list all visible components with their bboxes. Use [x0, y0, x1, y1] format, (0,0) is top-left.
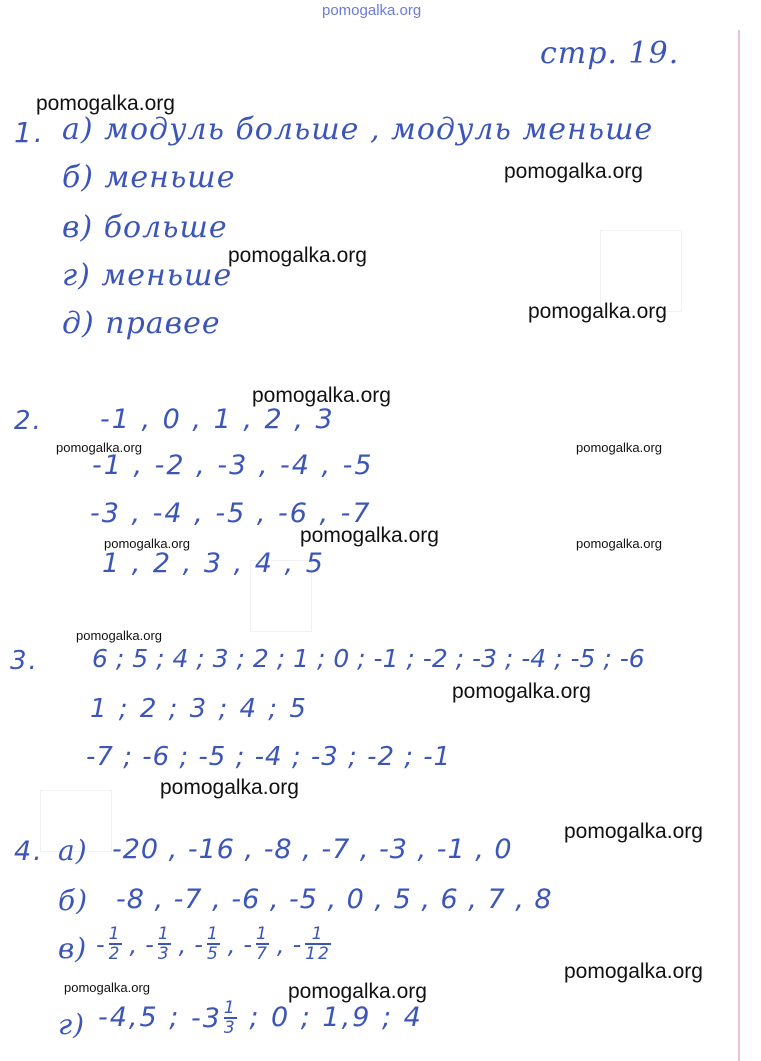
watermark: pomogalka.org — [104, 536, 190, 551]
fraction-sign: - — [243, 930, 255, 959]
task2-line-2: -1 , -2 , -3 , -4 , -5 — [92, 450, 374, 481]
task4-g-label: г) — [58, 1008, 86, 1041]
task1-number: 1. — [14, 116, 45, 149]
fraction-numerator: 1 — [157, 924, 171, 944]
task4-g-mixed-whole: -3 — [190, 1003, 222, 1034]
watermark-top: pomogalka.org — [322, 2, 422, 19]
fraction — [158, 926, 171, 963]
task4-b-label: б) — [58, 884, 89, 917]
task1-line-g: г) меньше — [62, 258, 233, 293]
task3-line-3: -7 ; -6 ; -5 ; -4 ; -3 ; -2 ; -1 — [86, 742, 452, 772]
watermark: pomogalka.org — [564, 820, 703, 843]
task3-line-1: 6 ; 5 ; 4 ; 3 ; 2 ; 1 ; 0 ; -1 ; -2 ; -3 ; -4 ; -5 ; -6 — [92, 644, 645, 673]
task4-v-label: в) — [58, 932, 88, 965]
watermark: pomogalka.org — [160, 776, 299, 799]
fraction-numerator: 1 — [108, 924, 122, 944]
fraction — [207, 926, 220, 963]
fraction-sign: - — [96, 930, 107, 959]
task1-line-d: д) правее — [62, 306, 221, 341]
fraction — [109, 926, 122, 963]
task4-b-values: -8 , -7 , -6 , -5 , 0 , 5 , 6 , 7 , 8 — [116, 884, 553, 915]
fraction-numerator: 1 — [311, 924, 325, 944]
watermark: pomogalka.org — [36, 92, 175, 115]
task4-g-part1: -4,5 ; — [98, 1002, 181, 1033]
fraction-denominator: 12 — [305, 944, 331, 964]
fraction-denominator: 3 — [157, 944, 171, 964]
watermark: pomogalka.org — [252, 384, 391, 407]
watermark: pomogalka.org — [576, 536, 662, 551]
watermark: pomogalka.org — [76, 628, 162, 643]
watermark: pomogalka.org — [64, 980, 150, 995]
watermark: pomogalka.org — [564, 960, 703, 983]
task4-g-part2: ; 0 ; 1,9 ; 4 — [249, 1002, 423, 1033]
fraction-numerator: 1 — [206, 924, 220, 944]
page-reference: стр. 19. — [540, 36, 680, 71]
task4-v-fractions — [96, 926, 333, 963]
fraction-denominator: 2 — [108, 944, 122, 964]
task4-a-values: -20 , -16 , -8 , -7 , -3 , -1 , 0 — [112, 834, 513, 865]
watermark: pomogalka.org — [528, 300, 667, 323]
fraction-sign: - — [145, 930, 156, 959]
fraction-separator: , — [129, 930, 140, 959]
watermark: pomogalka.org — [228, 244, 367, 267]
task2-line-3: -3 , -4 , -5 , -6 , -7 — [90, 498, 372, 529]
fraction — [305, 926, 331, 963]
fraction-denominator: 5 — [206, 944, 220, 964]
task1-line-a: а) модуль больше , модуль меньше — [62, 112, 654, 147]
fraction-numerator: 1 — [223, 998, 237, 1018]
task4-g-row — [98, 1000, 423, 1037]
fraction-separator: , — [227, 930, 238, 959]
task3-line-2: 1 ; 2 ; 3 ; 4 ; 5 — [90, 694, 308, 724]
task3-number: 3. — [10, 646, 39, 676]
watermark: pomogalka.org — [576, 440, 662, 455]
task1-line-v: в) больше — [62, 210, 228, 245]
watermark: pomogalka.org — [288, 980, 427, 1003]
fraction-denominator: 3 — [223, 1018, 237, 1038]
fraction-separator: , — [178, 930, 189, 959]
task1-line-b: б) меньше — [62, 160, 236, 195]
fraction-denominator: 7 — [256, 944, 269, 964]
watermark: pomogalka.org — [300, 524, 439, 547]
fraction-numerator: 1 — [256, 924, 269, 944]
fraction-sign: - — [292, 930, 304, 959]
fraction-sign: - — [194, 930, 205, 959]
watermark: pomogalka.org — [56, 440, 142, 455]
fraction — [256, 926, 269, 963]
task2-line-1: -1 , 0 , 1 , 2 , 3 — [100, 404, 335, 435]
margin-line — [738, 30, 740, 1061]
task4-g-mixed-fraction — [224, 1000, 237, 1037]
fraction-separator: , — [276, 930, 287, 959]
task2-number: 2. — [14, 406, 43, 436]
watermark: pomogalka.org — [452, 680, 591, 703]
watermark: pomogalka.org — [504, 160, 643, 183]
task4-a-label: а) — [58, 834, 88, 867]
task2-line-4: 1 , 2 , 3 , 4 , 5 — [102, 548, 325, 579]
task4-number: 4. — [14, 836, 44, 867]
